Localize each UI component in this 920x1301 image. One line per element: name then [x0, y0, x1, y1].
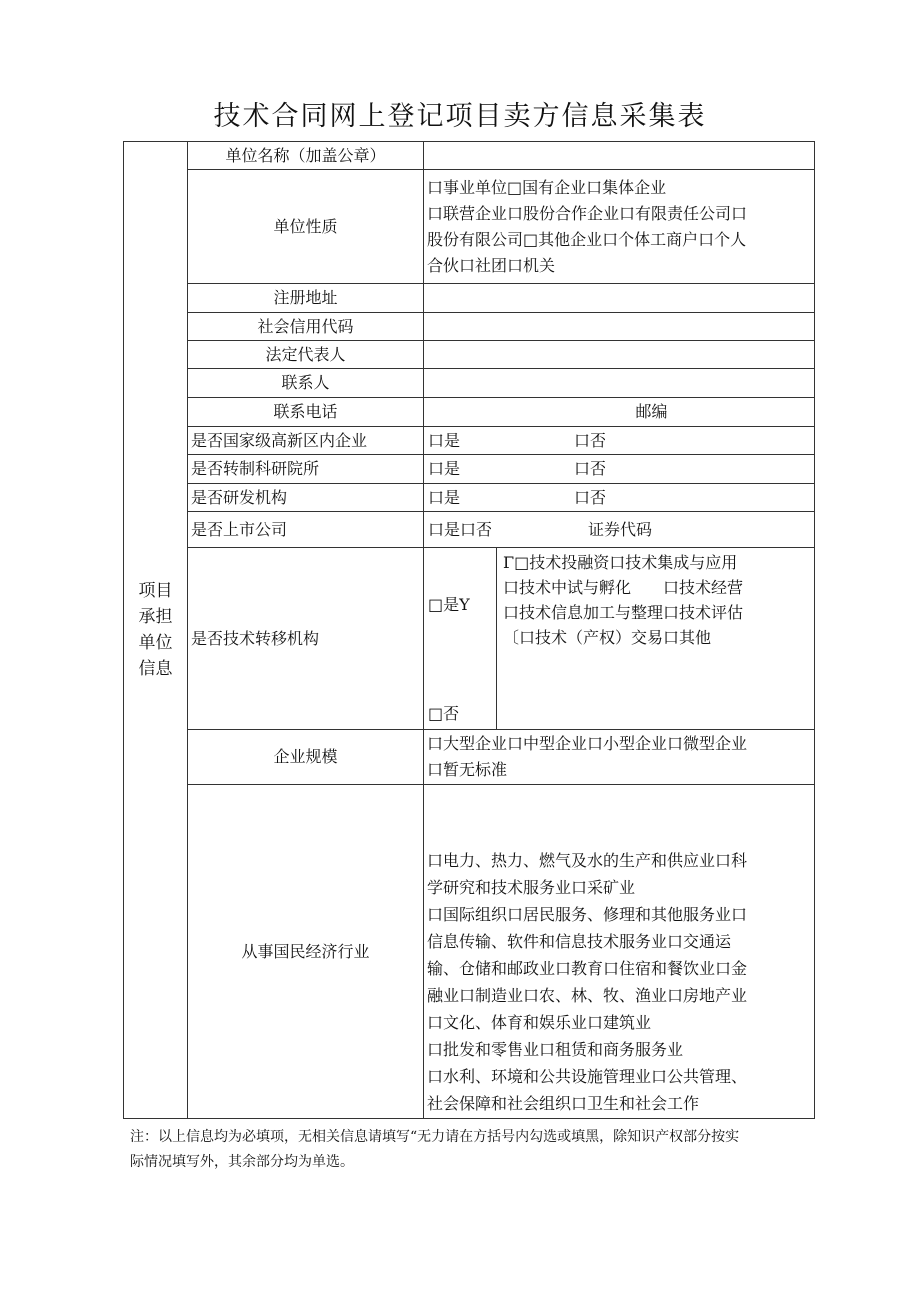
- transfer-label: 是否技术转移机构: [188, 548, 424, 730]
- side-label-3: 单位: [138, 633, 173, 653]
- transfer-type-line[interactable]: 口技术信息加工与整理口技术评估: [503, 603, 744, 622]
- hightech-yes-checkbox[interactable]: 口是: [428, 430, 461, 450]
- unit-name-field[interactable]: [424, 142, 815, 170]
- contact-label: 联系人: [188, 369, 424, 398]
- rnd-yes-checkbox[interactable]: 口是: [428, 487, 461, 507]
- footnote-line: 际情况填写外，其余部分均为单选。: [130, 1154, 354, 1170]
- hightech-label: 是否国家级高新区内企业: [188, 427, 424, 455]
- rnd-no-checkbox[interactable]: 口否: [574, 487, 607, 507]
- scale-label: 企业规模: [188, 730, 424, 785]
- legal-rep-field[interactable]: [424, 341, 815, 369]
- legal-rep-label: 法定代表人: [188, 341, 424, 369]
- reg-address-field[interactable]: [424, 284, 815, 313]
- hightech-no-checkbox[interactable]: 口否: [574, 430, 607, 450]
- contact-field[interactable]: [424, 369, 815, 398]
- unit-nature-options[interactable]: [424, 170, 815, 284]
- transfer-no-checkbox[interactable]: □否: [428, 704, 460, 723]
- industry-line: 口批发和零售业口租赁和商务服务业: [427, 1040, 684, 1059]
- listed-options: [424, 512, 815, 548]
- unit-nature-line: 口事业单位□国有企业口集体企业: [427, 177, 667, 197]
- scale-line: 口大型企业口中型企业口小型企业口微型企业: [427, 734, 748, 753]
- phone-label: 联系电话: [188, 398, 424, 427]
- unit-name-label: 单位名称（加盖公章）: [188, 142, 424, 170]
- transfer-type-line[interactable]: 口技术中试与孵化 口技术经营: [503, 578, 744, 597]
- side-label-4: 信息: [138, 659, 173, 679]
- phone-field[interactable]: [424, 398, 613, 426]
- transfer-options: [424, 548, 815, 730]
- unit-nature-label: 单位性质: [188, 170, 424, 284]
- stock-code-field[interactable]: [663, 512, 814, 547]
- transfer-type-line[interactable]: 〔口技术（产权）交易口其他: [503, 628, 712, 647]
- credit-code-label: 社会信用代码: [188, 313, 424, 341]
- side-label: [124, 142, 188, 1119]
- industry-line: 口水利、环境和公共设施管理业口公共管理、: [427, 1067, 748, 1086]
- converted-label: 是否转制科研院所: [188, 455, 424, 484]
- reg-address-label: 注册地址: [188, 284, 424, 313]
- listed-label: 是否上市公司: [188, 512, 424, 548]
- unit-nature-line: 合伙口社团口机关: [427, 255, 556, 275]
- stock-code-label: 证券代码: [587, 519, 652, 539]
- info-form: [123, 141, 815, 1119]
- hightech-options: [424, 427, 815, 455]
- footnote: [130, 1125, 820, 1175]
- converted-yes-checkbox[interactable]: 口是: [428, 459, 461, 478]
- listed-yesno-checkbox[interactable]: 口是口否: [428, 519, 493, 539]
- postcode-label: 邮编: [635, 402, 668, 421]
- unit-nature-line: 股份有限公司□其他企业口个体工商户口个人: [427, 229, 747, 249]
- industry-line: 输、仓储和邮政业口教育口住宿和餐饮业口金: [427, 959, 748, 978]
- page-title: 技术合同网上登记项目卖方信息采集表: [213, 101, 707, 132]
- phone-row: [424, 398, 815, 427]
- industry-options[interactable]: [424, 785, 815, 1119]
- rnd-label: 是否研发机构: [188, 484, 424, 512]
- scale-line: 口暂无标准: [427, 760, 508, 779]
- converted-no-checkbox[interactable]: 口否: [574, 459, 607, 478]
- industry-line: 社会保障和社会组织口卫生和社会工作: [427, 1094, 700, 1113]
- industry-line: 学研究和技术服务业口采矿业: [427, 878, 636, 897]
- industry-line: 口文化、体育和娱乐业口建筑业: [427, 1013, 652, 1032]
- industry-line: 口国际组织口居民服务、修理和其他服务业口: [427, 905, 748, 924]
- postcode-field[interactable]: [690, 398, 814, 426]
- transfer-type-line[interactable]: Γ□技术投融资口技术集成与应用: [503, 553, 738, 572]
- rnd-options: [424, 484, 815, 512]
- unit-nature-line: 口联营企业口股份合作企业口有限责任公司口: [427, 203, 748, 223]
- industry-line: 融业口制造业口农、林、牧、渔业口房地产业: [427, 986, 748, 1005]
- industry-line: 口电力、热力、燃气及水的生产和供应业口科: [427, 851, 748, 870]
- industry-label: 从事国民经济行业: [188, 785, 424, 1119]
- footnote-line: 注：以上信息均为必填项，无相关信息请填写“无力请在方括号内勾选或填黑，除知识产权部分按实: [130, 1129, 740, 1145]
- side-label-1: 项目: [138, 581, 173, 601]
- side-label-2: 承担: [138, 607, 173, 627]
- industry-line: 信息传输、软件和信息技术服务业口交通运: [427, 932, 732, 951]
- scale-options[interactable]: [424, 730, 815, 785]
- transfer-yes-checkbox[interactable]: □是Y: [428, 595, 470, 614]
- credit-code-field[interactable]: [424, 313, 815, 341]
- converted-options: [424, 455, 815, 484]
